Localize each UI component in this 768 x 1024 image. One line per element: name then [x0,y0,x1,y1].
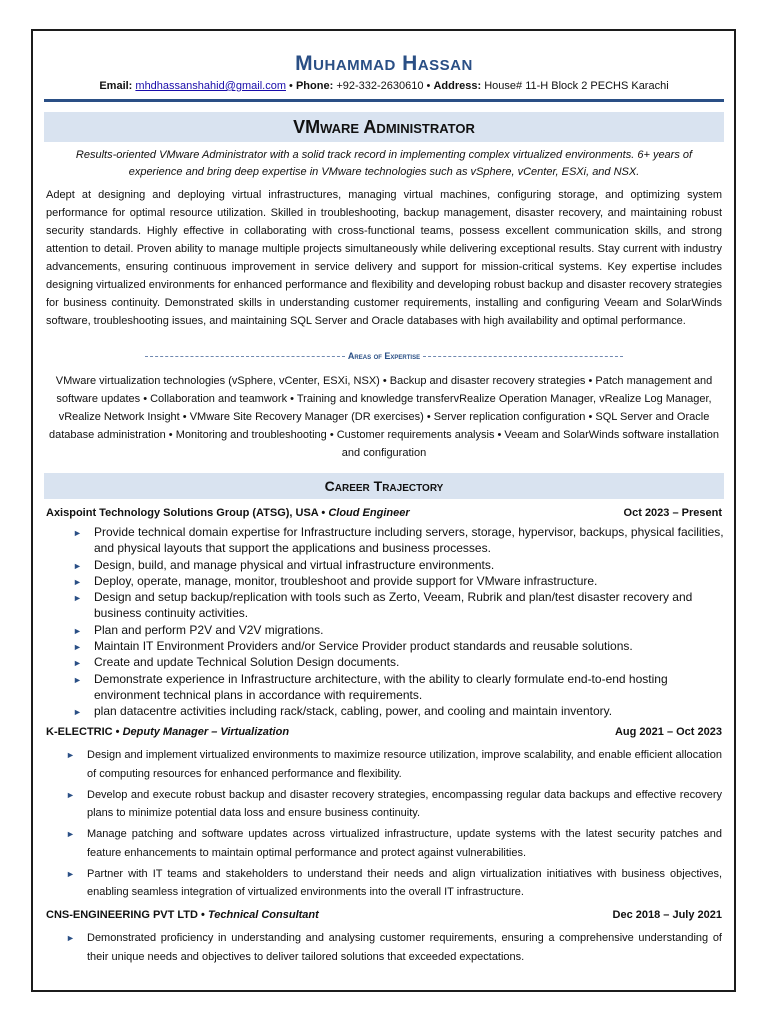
bullet-text: plan datacentre activities including rack/stack, cabling, power, and cooling and maintain inventory. [94,704,613,719]
job-dates: Dec 2018 – July 2021 [612,909,722,921]
areas-heading-label: Areas of Expertise [347,351,421,361]
areas-heading [145,351,623,361]
phone-label: Phone: [295,80,334,92]
bullet-arrow-icon: ► [66,868,75,879]
bullet-arrow-icon: ► [73,593,82,604]
bullet-text: Design and implement virtualized environments to maximize resource utilization, improve scalability, and enable efficient allocation of computing resources for enhanced performance and flexibility. [87,749,722,780]
separator: • [289,80,293,92]
job-company-role [46,507,410,519]
bullet-text: Maintain IT Environment Providers and/or Service Provider product standards and reusable solutions. [94,639,633,654]
bullet-text: Plan and perform P2V and V2V migrations. [94,622,324,637]
job-title-banner: VMware Administrator [44,112,724,142]
bullet-text: Demonstrate experience in Infrastructure architecture, with the ability to clearly formulate end-to-end hosting environment technical plans in accordance with requirements. [94,671,668,702]
bullet-arrow-icon: ► [73,642,82,653]
bullet-text: Design and setup backup/replication with tools such as Zerto, Veeam, Rubrik and plan/test disaster recovery and business continuity activities. [94,590,693,621]
bullet-arrow-icon: ► [73,576,82,587]
bullet-text: Create and update Technical Solution Design documents. [94,655,400,670]
address-value: House# 11-H Block 2 PECHS Karachi [484,80,669,92]
bullet-arrow-icon: ► [73,528,82,538]
company-name: CNS-ENGINEERING PVT LTD [46,909,198,921]
separator: • [201,909,205,921]
career-heading: Career Trajectory [44,473,724,499]
bullet-text: Deploy, operate, manage, monitor, troubleshoot and provide support for VMware infrastructure. [94,573,598,588]
list-item [73,638,724,654]
bullet-arrow-icon: ► [73,658,82,669]
job-header [46,909,722,921]
bullet-arrow-icon: ► [73,625,82,636]
job-role: Deputy Manager – Virtualization [122,726,290,738]
divider [145,356,345,357]
job-bullets [66,746,722,904]
company-name: Axispoint Technology Solutions Group (ATSG), USA [46,507,319,519]
email-label: Email: [99,80,133,92]
list-item [73,671,724,704]
tagline: Results-oriented VMware Administrator with a solid track record in implementing complex virtualized environments. 6+ years of experience and bring deep expertise in VMware technologies such as vSphere, vCenter, ESXi, and NSX. [75,149,693,178]
job-dates: Oct 2023 – Present [623,507,722,519]
list-item [66,825,722,862]
list-item [66,786,722,823]
list-item [66,929,722,966]
bullet-arrow-icon: ► [73,707,82,718]
job-company-role [46,909,319,921]
candidate-name: Muhammad Hassan [295,52,473,75]
separator: • [321,507,326,519]
bullet-text: Partner with IT teams and stakeholders to understand their needs and align virtualization initiatives with business objectives, enabling seamless integration of virtualized environments into the overall IT infrastructure. [87,867,722,898]
bullet-arrow-icon: ► [66,829,75,839]
job-role: Technical Consultant [207,909,319,921]
bullet-arrow-icon: ► [73,674,82,685]
job-bullets [73,524,724,720]
company-name: K-ELECTRIC [46,726,113,738]
list-item [73,703,724,719]
list-item [73,524,724,557]
professional-summary: Adept at designing and deploying virtual infrastructures, managing virtual machines, configuring storage, and optimizing system performance for optimal resource utilization. Skilled in troubleshooting, backup management, disaster recovery, and maintaining robust security standards. Highly effective in collaborating with cross-functional teams, possess excellent communication skills, and strong attention to detail. Proven ability to manage multiple projects simultaneously while delivering exceptional results. Stay current with industry advancements, ensuring continuous improvement in service delivery and support for mission-critical systems. Key expertise includes designing virtualized environments for enhanced performance and flexibility and developing robust backup and disaster recovery strategies for business continuity. Demonstrated skills in understanding customer requirements, installing and configuring Veeam and SolarWinds software, troubleshooting issues, and maintaining SQL Server and Oracle databases with high availability and optimal performance. [46,189,722,327]
list-item [73,573,724,589]
list-item [66,865,722,902]
bullet-arrow-icon: ► [66,750,75,760]
job-header [46,726,722,738]
bullet-text: Provide technical domain expertise for Infrastructure including servers, storage, hypervisor, backups, physical facilities, and physical layouts that support the applications and business processes. [94,525,724,556]
separator: • [426,80,431,92]
list-item [73,622,724,638]
job-dates: Aug 2021 – Oct 2023 [614,726,722,738]
contact-line [0,80,768,92]
bullet-arrow-icon: ► [66,789,75,800]
separator: • [115,726,120,738]
job-role: Cloud Engineer [328,507,410,519]
bullet-text: Manage patching and software updates across virtualized infrastructure, update systems with the latest security patches and feature enhancements to maintain optimal performance and protect against vulnerabilities. [87,828,722,859]
divider [423,356,623,357]
job-header [46,507,722,519]
bullet-text: Demonstrated proficiency in understanding and analysing customer requirements, ensuring a comprehensive understanding of their unique needs and objectives to deliver tailored solutions that exceeded expectations. [87,932,722,963]
email-link[interactable]: mhdhassanshahid@gmail.com [135,80,286,92]
list-item [73,654,724,670]
address-label: Address: [433,80,482,92]
list-item [66,746,722,783]
bullet-text: Develop and execute robust backup and disaster recovery strategies, encompassing regular data backups and effective recovery plans to minimize potential data loss and ensure business continuity. [87,788,722,819]
bullet-text: Design, build, and manage physical and virtual infrastructure environments. [94,557,495,572]
list-item [73,589,724,622]
bullet-arrow-icon: ► [66,933,75,943]
areas-of-expertise: VMware virtualization technologies (vSphere, vCenter, ESXi, NSX) • Backup and disaster recovery strategies • Patch management and software updates • Collaboration and teamwork • Training and knowledge transfervRealize Operation Manager, vRealize Log Manager, vRealize Network Insight • VMware Site Recovery Manager (DR exercises) • Server replication configuration • SQL Server and Oracle database administration • Monitoring and troubleshooting • Customer requirements analysis • Veeam and SolarWinds software installation and configuration [48,375,720,459]
header-rule [44,99,724,102]
job-company-role [46,726,289,738]
phone-value: +92-332-2630610 [336,80,424,92]
job-bullets [66,929,722,966]
bullet-arrow-icon: ► [73,560,82,571]
list-item [73,557,724,573]
